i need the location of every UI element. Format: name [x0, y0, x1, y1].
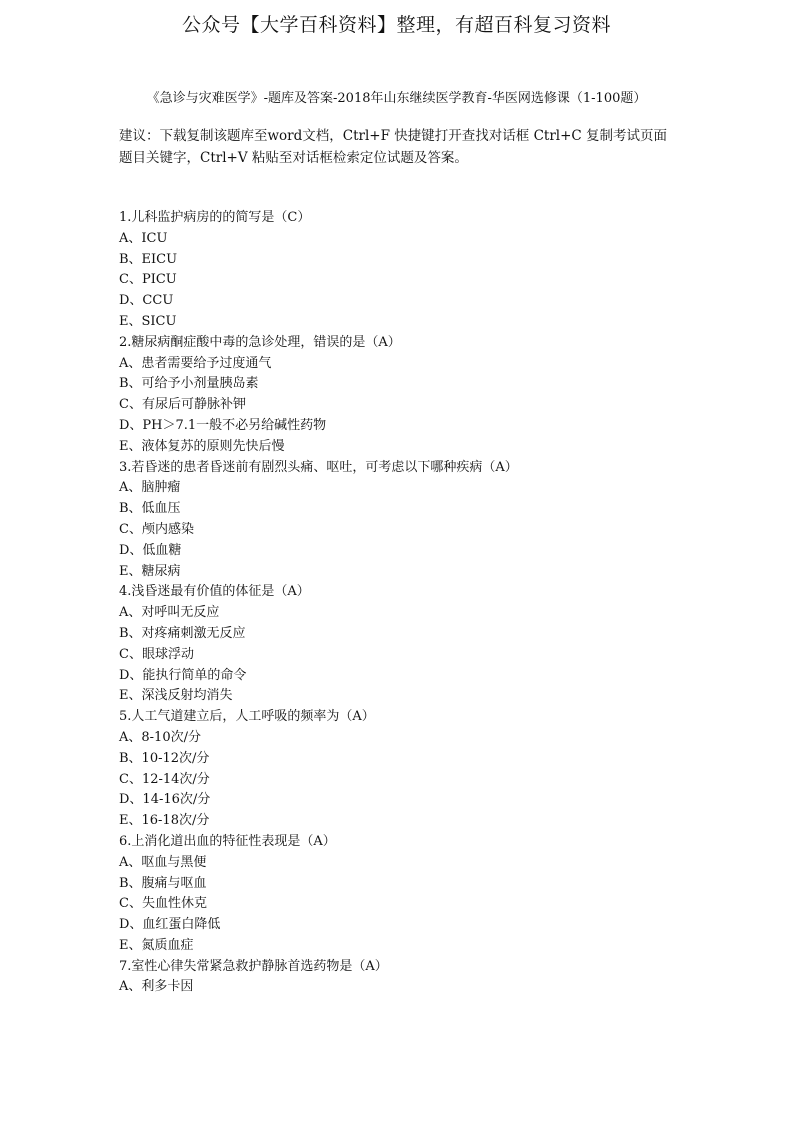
- answer-option: C、失血性休克: [119, 896, 207, 912]
- answer-option: B、腹痛与呕血: [119, 875, 207, 891]
- question-text: 7.室性心律失常紧急救护静脉首选药物是（A）: [119, 958, 388, 974]
- question-block: [119, 957, 699, 999]
- answer-option: D、能执行简单的命令: [119, 667, 247, 683]
- usage-tip: 建议：下载复制该题库至word文档，Ctrl+F 快捷键打开查找对话框 Ctrl+C 复制考试页面题目关键字，Ctrl+V 粘贴至对话框检索定位试题及答案。: [119, 128, 668, 166]
- question-text: 6.上消化道出血的特征性表现是（A）: [119, 833, 336, 849]
- question-block: [119, 333, 699, 458]
- answer-option: A、呕血与黑便: [119, 854, 207, 870]
- answer-option: C、12-14次/分: [119, 771, 210, 787]
- answer-option: E、氮质血症: [119, 937, 194, 953]
- question-text: 1.儿科监护病房的的简写是（C）: [119, 210, 311, 225]
- question-text: 2.糖尿病酮症酸中毒的急诊处理，错误的是（A）: [119, 334, 401, 350]
- answer-option: E、液体复苏的原则先快后慢: [119, 438, 285, 454]
- answer-option: A、ICU: [119, 230, 168, 246]
- answer-option: D、CCU: [119, 293, 174, 309]
- answer-option: D、血红蛋白降低: [119, 917, 221, 933]
- answer-option: D、14-16次/分: [119, 792, 211, 808]
- answer-option: E、深浅反射均消失: [119, 688, 233, 704]
- question-block: [119, 832, 699, 957]
- question-block: [119, 458, 699, 583]
- answer-option: B、对疼痛刺激无反应: [119, 625, 246, 641]
- answer-option: E、糖尿病: [119, 563, 181, 579]
- answer-option: B、10-12次/分: [119, 750, 210, 766]
- answer-option: D、低血糖: [119, 542, 182, 558]
- answer-option: A、对呼叫无反应: [119, 605, 220, 621]
- answer-option: B、可给予小剂量胰岛素: [119, 376, 259, 392]
- answer-option: A、8-10次/分: [119, 729, 201, 745]
- question-block: [119, 707, 699, 832]
- answer-option: A、利多卡因: [119, 979, 194, 995]
- question-block: [119, 208, 699, 333]
- answer-option: C、颅内感染: [119, 521, 194, 537]
- answer-option: C、有尿后可静脉补钾: [119, 397, 246, 413]
- answer-option: C、PICU: [119, 272, 177, 288]
- document-title: 《急诊与灾难医学》-题库及答案-2018年山东继续医学教育-华医网选修课（1-100题）: [146, 91, 647, 106]
- answer-option: B、EICU: [119, 251, 178, 267]
- answer-option: D、PH＞7.1一般不必另给碱性药物: [119, 417, 327, 433]
- answer-option: C、眼球浮动: [119, 646, 194, 662]
- answer-option: B、低血压: [119, 501, 181, 517]
- question-block: [119, 582, 699, 707]
- question-text: 5.人工气道建立后，人工呼吸的频率为（A）: [119, 709, 375, 725]
- answer-option: E、SICU: [119, 313, 177, 329]
- answer-option: E、16-18次/分: [119, 813, 210, 829]
- question-list: [119, 208, 699, 998]
- answer-option: A、脑肿瘤: [119, 480, 181, 496]
- answer-option: A、患者需要给予过度通气: [119, 355, 272, 371]
- page-header: 公众号【大学百科资料】整理，有超百科复习资料: [181, 14, 611, 36]
- question-text: 4.浅昏迷最有价值的体征是（A）: [119, 584, 310, 600]
- question-text: 3.若昏迷的患者昏迷前有剧烈头痛、呕吐，可考虑以下哪种疾病（A）: [119, 459, 518, 475]
